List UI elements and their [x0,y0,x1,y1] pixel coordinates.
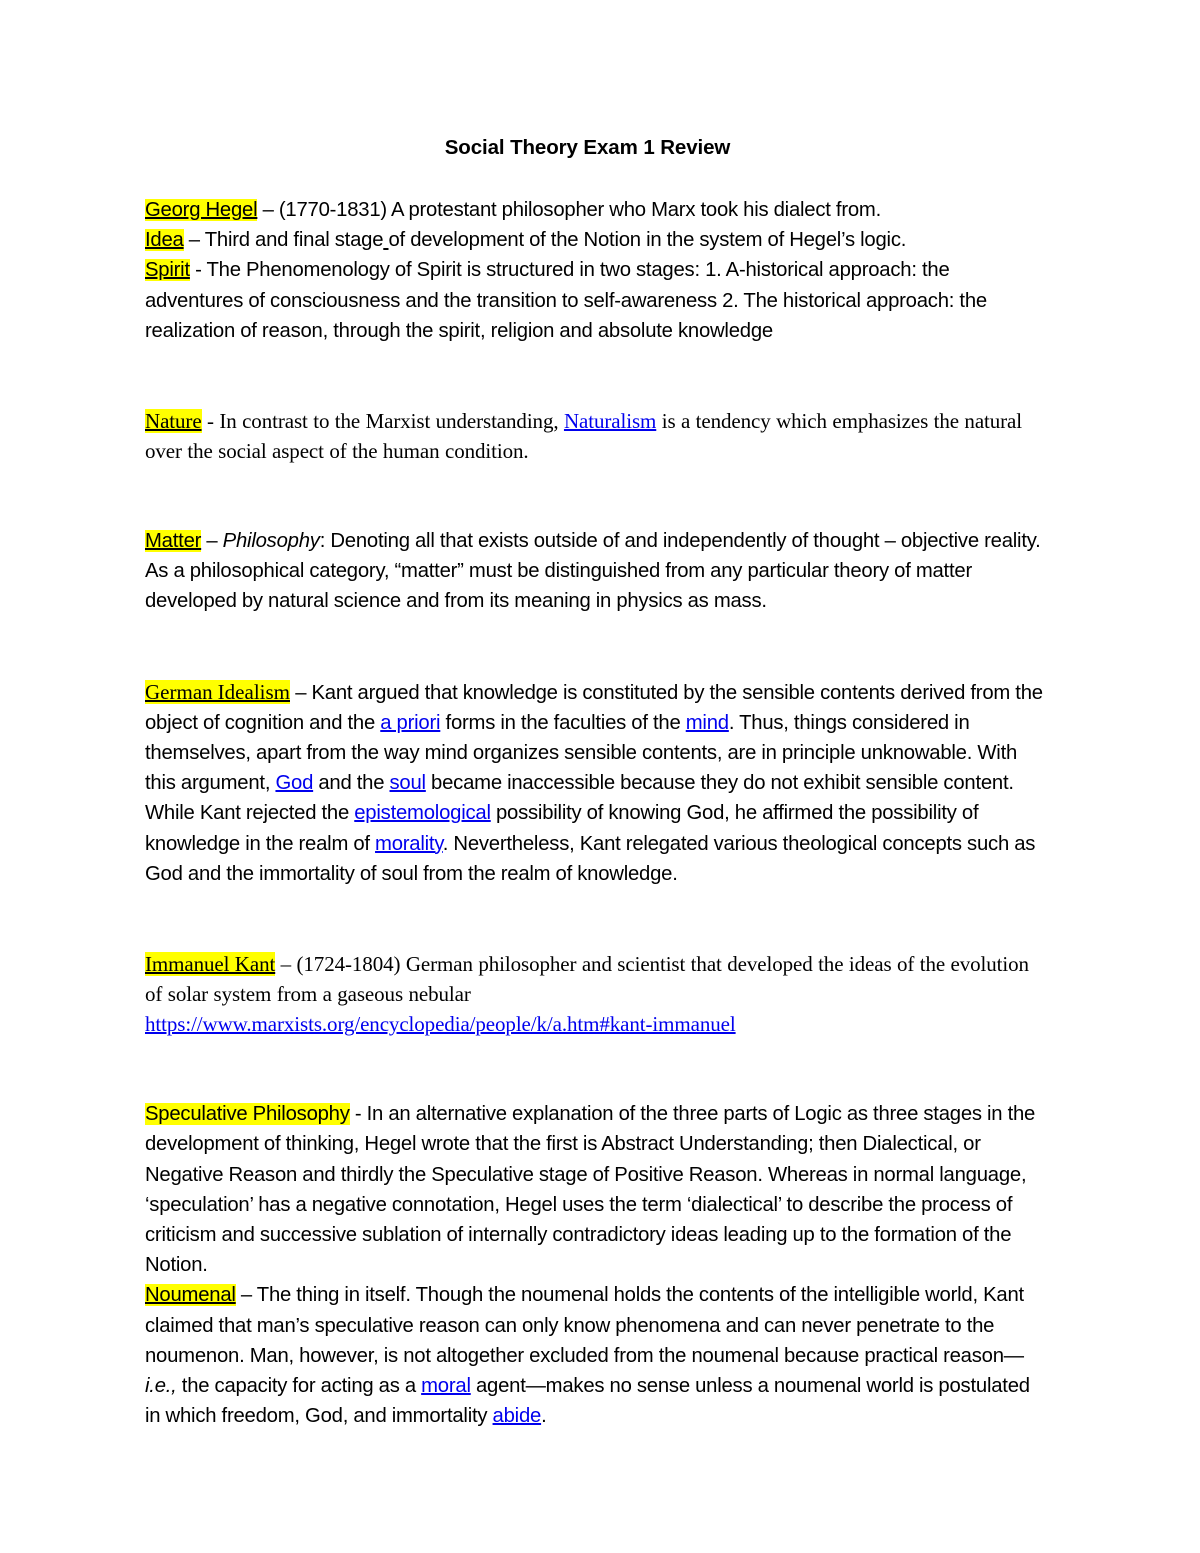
text-gi-p5: became inaccessible because they do not exhibit sensible content. While Kant rejected the [145,772,1014,825]
text-noumenal-italic-ie: i.e., [145,1374,177,1397]
link-marxists-kant-url[interactable]: https://www.marxists.org/encyclopedia/people/k/a.htm#kant-immanuel [145,1012,736,1037]
text-matter-dash: – [201,530,223,553]
paragraph-matter [145,526,1050,617]
link-naturalism[interactable]: Naturalism [563,409,657,434]
text-gi-p4: and the [313,772,390,795]
paragraph-spacer [145,1069,1050,1099]
text-nature-body-a: - In contrast to the Marxist understanding, [201,409,564,434]
term-spirit: Spirit [145,259,190,282]
paragraph-georg-hegel [145,195,1050,225]
link-morality[interactable]: morality [375,832,443,855]
page-title: Social Theory Exam 1 Review [444,136,731,159]
text-gi-p3: . Thus, things considered in themselves, apart from the way mind organizes sensible contents, are in principle unknowable. With this argument, [145,711,1018,795]
paragraph-idea [145,225,1050,255]
paragraph-spacer [145,346,1050,376]
paragraph-german-idealism [145,677,1050,889]
text-spirit-body: - The Phenomenology of Spirit is structured in two stages: 1. A-historical approach: the adventures of consciousness and the transition to self-awareness 2. The historical approach: the realization of reason, through the spirit, religion and absolute knowledge [145,259,987,342]
link-abide[interactable]: abide [492,1405,542,1428]
term-noumenal: Noumenal [145,1284,236,1307]
paragraph-speculative-philosophy [145,1099,1050,1280]
text-gi-p6: possibility of knowing God, he affirmed the possibility of knowledge in the realm of [145,802,979,855]
text-noumenal-p4: . [541,1405,547,1428]
link-a-priori[interactable]: a priori [380,711,441,734]
text-matter-body: : Denoting all that exists outside of and independently of thought – objective reality. As a philosophical category, “matter” must be distinguished from any particular theory of matter developed by natural science and from its meaning in physics as mass. [145,530,1041,613]
paragraph-spacer [145,496,1050,526]
text-gi-p2: forms in the faculties of the [440,711,686,734]
paragraph-spirit [145,255,1050,346]
paragraph-spacer [145,376,1050,406]
paragraph-spacer [145,919,1050,949]
term-speculative-philosophy: Speculative Philosophy [145,1103,350,1126]
text-noumenal-p1: – The thing in itself. Though the noumenal holds the contents of the intelligible world, Kant claimed that man’s speculative reason can only know phenomena and can never penetrate to the noumenon. Man, however, is not altogether excluded from the noumenal because practical reason— [145,1284,1024,1367]
paragraph-spacer [145,889,1050,919]
link-epistemological[interactable]: epistemological [354,802,491,825]
term-georg-hegel: Georg Hegel [145,199,258,222]
link-soul[interactable]: soul [389,772,426,795]
term-german-idealism: German Idealism [145,679,290,704]
paragraph-spacer [145,1039,1050,1069]
term-matter: Matter [145,530,202,553]
text-kant-body: – (1724-1804) German philosopher and scientist that developed the ideas of the evolution of solar system from a gaseous nebular [145,952,1029,1007]
link-moral[interactable]: moral [421,1374,471,1397]
link-mind[interactable]: mind [685,711,729,734]
text-noumenal-p3: agent—makes no sense unless a noumenal world is postulated in which freedom, God, and immortality [145,1374,1030,1428]
paragraph-spacer [145,647,1050,677]
text-matter-italic-philosophy: Philosophy [222,530,320,553]
paragraph-spacer [145,617,1050,647]
term-nature: Nature [145,409,202,434]
paragraph-immanuel-kant [145,949,1050,1039]
text-noumenal-p2: the capacity for acting as a [176,1374,422,1397]
paragraph-noumenal [145,1280,1050,1431]
text-idea-body-b: of development of the Notion in the system of Hegel’s logic. [388,229,907,252]
link-god[interactable]: God [275,772,314,795]
term-idea: Idea [145,229,184,252]
text-georg-hegel-body: – (1770-1831) A protestant philosopher who Marx took his dialect from. [257,199,882,222]
text-sp-body: - In an alternative explanation of the three parts of Logic as three stages in the development of thinking, Hegel wrote that the first is Abstract Understanding; then Dialectical, or Negative Reason and thirdly the Speculative stage of Positive Reason. Whereas in normal language, ‘speculation’ has a negative connotation, Hegel uses the term ‘dialectical’ to describe the process of criticism and successive sublation of internally contradictory ideas leading up to the formation of the Notion. [145,1103,1036,1277]
text-gi-p7: . Nevertheless, Kant relegated various theological concepts such as God and the immortality of soul from the realm of knowledge. [145,832,1036,885]
paragraph-nature [145,406,1050,466]
text-nature-body-b: is a tendency which emphasizes the natural over the social aspect of the human condition. [145,409,1023,464]
term-immanuel-kant: Immanuel Kant [145,952,276,977]
text-idea-body-a: – Third and final stage [183,229,384,252]
text-gi-p1: – Kant argued that knowledge is constituted by the sensible contents derived from the object of cognition and the [145,681,1043,734]
paragraph-spacer [145,466,1050,496]
